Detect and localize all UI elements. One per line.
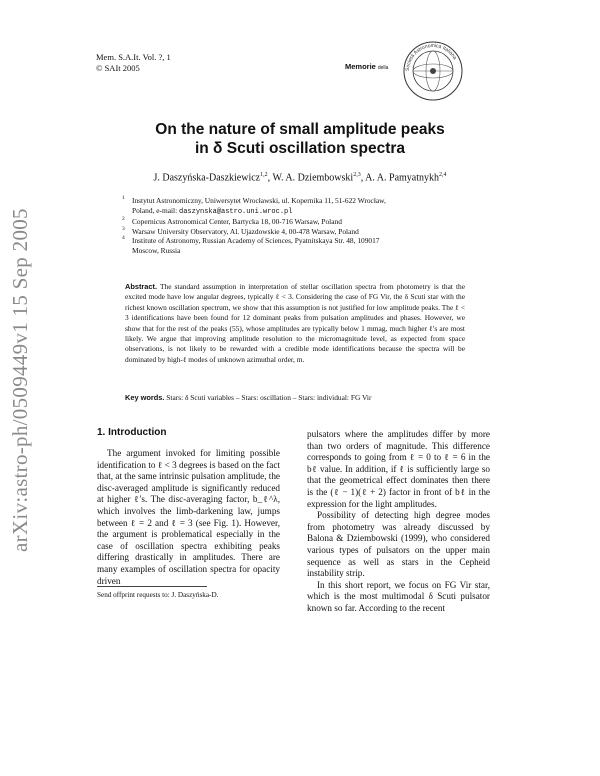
- seal-text: Società Astronomica Italiana: [404, 42, 458, 72]
- memorie-wordmark: [345, 62, 388, 71]
- body-paragraph: In this short report, we focus on FG Vir star, which is the most multimodal δ Scuti pulsator known so far. According to the recent: [307, 579, 490, 613]
- abstract: [125, 282, 465, 365]
- author-affil-sup: 2,4: [439, 172, 447, 178]
- abstract-text: The standard assumption in interpretation of stellar oscillation spectra from photometry is that the excited mode have low angular degrees, typically ℓ < 3. Considering the case of FG Vir, the δ Scuti star with the richest known oscillation spectrum, we show that this assumption is not justified for low amplitude peaks. The ℓ < 3 identifications have been found for 12 dominant peaks from pulsation amplitudes and phases. However, we show that for the rest of the peaks (55), whose amplitudes are typically below 1 mmag, much higher ℓ's are most likely. We argue that improving amplitude resolution to the micromagnitude level, as expected from space observations, is not likely to be rewarded with a credible mode identifications because the spectra will be dominated by high-ℓ modes of unknown azimuthal order, m.: [125, 282, 466, 364]
- author-list: J. Daszyńska-Daszkiewicz$^{1,2}$, W. A. Dziembowski$^{2,3}$, A. A. Pamyatnykh$^{2,4}$: [153, 172, 447, 184]
- memorie-text: Memorie: [345, 62, 376, 71]
- body-column-right: [307, 429, 490, 615]
- journal-copyright: © SAIt 2005: [96, 63, 140, 73]
- arxiv-stamp: arXiv:astro-ph/0509449v1 15 Sep 2005: [8, 208, 32, 552]
- affiliation-item: [120, 227, 460, 237]
- affiliation-number: 2: [122, 216, 125, 223]
- affiliation-line: Poland, e-mail:: [132, 205, 178, 215]
- memorie-small: della: [377, 65, 389, 71]
- author-name: A. A. Pamyatnykh: [365, 172, 440, 184]
- society-seal-icon: [402, 40, 464, 102]
- author-affil-sup: 2,3: [353, 172, 361, 178]
- section-heading: 1. Introduction: [97, 427, 167, 438]
- affiliation-line: Moscow, Russia: [132, 245, 181, 255]
- author-affil-sup: 1,2: [260, 172, 268, 178]
- affiliation-number: 3: [122, 225, 125, 232]
- affiliation-number: 1: [122, 195, 125, 201]
- body-paragraph: pulsators where the amplitudes differ by more than two orders of magnitude. This difference corresponds to going from ℓ = 0 to ℓ = 6 in the bℓ value. In addition, if ℓ is sufficiently large so that the geometrical effect dominates then there is the (ℓ − 1)(ℓ + 2) factor in front of bℓ in the expression for the light amplitudes.: [307, 429, 490, 509]
- body-column-left: [97, 448, 280, 587]
- keywords: [125, 393, 465, 403]
- affiliation-line: Institute of Astronomy, Russian Academy of Sciences, Pyatnitskaya Str. 48, 109017: [132, 236, 380, 246]
- abstract-label: Abstract.: [125, 282, 158, 291]
- keywords-label: Key words.: [125, 393, 165, 402]
- body-paragraph: Possibility of detecting high degree modes from photometry was already discussed by Balona & Dziembowski (1999), who considered various types of pulsators on the upper main sequence as well as stars in the Cepheid instability strip.: [307, 510, 490, 579]
- keywords-text: Stars: δ Scuti variables – Stars: oscillation – Stars: individual: FG Vir: [166, 393, 372, 402]
- affiliation-email: daszynska@astro.uni.wroc.pl: [179, 207, 293, 216]
- title-line-1: On the nature of small amplitude peaks: [155, 121, 445, 138]
- affiliation-number: 4: [122, 235, 125, 242]
- affiliation-item: [120, 196, 460, 217]
- paper-title: [100, 120, 500, 158]
- title-line-2: in δ Scuti oscillation spectra: [194, 140, 406, 157]
- affiliation-line: Warsaw University Observatory, Al. Ujazdowskie 4, 00-478 Warsaw, Poland: [132, 226, 359, 236]
- author-name: W. A. Dziembowski: [272, 172, 354, 184]
- affiliations: [120, 196, 460, 256]
- affiliation-line: Instytut Astronomiczny, Uniwersytet Wrocławski, ul. Kopernika 11, 51-622 Wrocław,: [132, 196, 386, 205]
- journal-volume: Mem. S.A.It. Vol. ?, 1: [96, 52, 171, 62]
- footnote: Send offprint requests to: J. Daszyńska-D.: [97, 591, 219, 599]
- body-paragraph: The argument invoked for limiting possible identification to ℓ < 3 degrees is based on the fact that, at the same intrinsic pulsation amplitude, the disc-averaged amplitude is significantly reduced at higher ℓ's. The disc-averaging factor, b_ℓ^λ, which involves the limb-darkening law, jumps between ℓ = 2 and ℓ = 3 (see Fig. 1). However, the argument is problematical especially in the case of oscillation spectra exhibiting peaks differing drastically in amplitudes. There are many examples of oscillation spectra for opacity driven: [97, 448, 280, 586]
- author-name: J. Daszyńska-Daszkiewicz: [153, 172, 261, 184]
- affiliation-item: [120, 236, 460, 255]
- footnote-rule: [97, 586, 207, 587]
- affiliation-line: Copernicus Astronomical Center, Bartycka 18, 00-716 Warsaw, Poland: [132, 217, 342, 227]
- affiliation-item: [120, 217, 460, 227]
